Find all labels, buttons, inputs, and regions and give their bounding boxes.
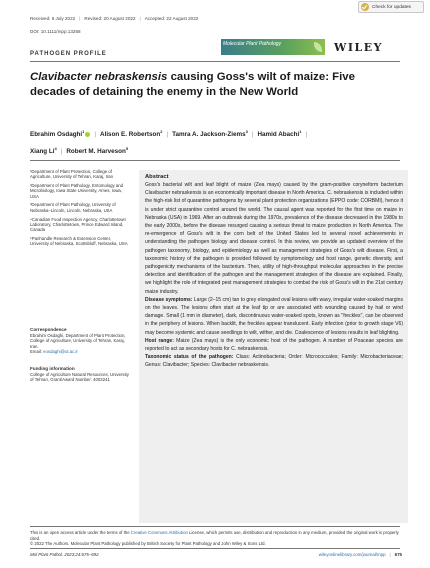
abstract-heading: Abstract bbox=[145, 174, 169, 180]
received-dates: Received: 6 July 2022 | Revised: 20 August 2022 | Accepted: 22 August 2022 bbox=[30, 16, 199, 21]
citation: Mol Plant Pathol. 2023;24:675–692. bbox=[30, 552, 100, 557]
author-name[interactable]: Xiang Li bbox=[30, 148, 55, 156]
correspondence-heading: Correspondence bbox=[30, 327, 67, 332]
affiliation: ²Department of Plant Pathology, Entomology and Microbiology, Iowa State University, Ames, Iowa, USA bbox=[30, 183, 124, 199]
funding-heading: Funding information bbox=[30, 366, 75, 371]
taxonomic-status: Taxonomic status of the pathogen: Class: Actinobacteria; Order: Micrococcales; Family: Microbacteriaceae; Genus: Clavibacter; Species: Clavibacter nebraskensis. bbox=[145, 354, 403, 369]
footer-divider bbox=[30, 526, 400, 527]
leaf-icon bbox=[314, 42, 322, 52]
author-divider bbox=[30, 160, 400, 161]
author-name[interactable]: Hamid Abachi bbox=[257, 131, 300, 139]
section-label: PATHOGEN PROFILE bbox=[30, 51, 107, 57]
email-link[interactable]: eosdaghi@ut.ac.ir bbox=[43, 348, 78, 354]
received-date: Received: 6 July 2022 bbox=[30, 16, 76, 21]
correspondence-text: Ebrahim Osdaghi, Department of Plant Protection, College of Agriculture, University of Tehran, Karaj, Iran. bbox=[30, 333, 126, 349]
copyright: © 2022 The Authors. Molecular Plant Pathology published by British Society for Plant Pathology and John Wiley & Sons Ltd. bbox=[30, 541, 266, 547]
abstract-box bbox=[139, 170, 408, 523]
journal-logo[interactable] bbox=[221, 39, 325, 55]
article-title bbox=[30, 70, 402, 100]
journal-url[interactable]: wileyonlinelibrary.com/journal/mpp bbox=[318, 552, 386, 557]
cc-license-link[interactable]: Creative Commons Attribution bbox=[130, 530, 188, 535]
check-for-updates-badge[interactable] bbox=[358, 1, 424, 13]
doi[interactable]: DOI: 10.1111/mpp.13268 bbox=[30, 29, 81, 34]
correspondence: Correspondence Ebrahim Osdaghi, Department of Plant Protection, College of Agriculture, University of Tehran, Karaj, Iran. Email: eosdaghi@ut.ac.ir bbox=[30, 327, 130, 354]
page-number: 675 bbox=[394, 552, 402, 557]
affiliation: ¹Department of Plant Protection, College of Agriculture, University of Tehran, Karaj, Iran bbox=[30, 169, 114, 180]
journal-name: Molecular Plant Pathology bbox=[223, 41, 282, 47]
affiliations bbox=[30, 169, 130, 250]
publisher-logo[interactable]: WILEY bbox=[334, 41, 383, 54]
funding-info bbox=[30, 366, 130, 383]
license-notice: This is an open access article under the terms of the Creative Commons Attribution License, which permits use, distribution and reproduction in any medium, provided the original work is properly cited. © 2022 The Authors. Molecular Plant Pathology published by British Society for Plant Pathology and John Wiley & Sons Ltd. bbox=[30, 530, 399, 547]
orcid-icon[interactable] bbox=[85, 132, 90, 137]
author-list: Ebrahim Osdaghi$^1$ | Alison E. Robertson$^2$ | Tamra A. Jackson-Ziems$^3$ | Hamid Abachi$^1$ | Xiang Li$^4$ | Robert M. Harveson$^5$ bbox=[30, 129, 308, 156]
accepted-date: Accepted: 22 August 2022 bbox=[144, 16, 199, 21]
affiliation: ³Department of Plant Pathology, University of Nebraska–Lincoln, Lincoln, Nebraska, USA bbox=[30, 202, 116, 213]
revised-date: Revised: 20 August 2022 bbox=[84, 16, 136, 21]
page-footer: Mol Plant Pathol. 2023;24:675–692. wileyonlinelibrary.com/journal/mpp | 675 bbox=[30, 552, 402, 557]
author-name[interactable]: Tamra A. Jackson-Ziems bbox=[172, 131, 246, 139]
header-divider bbox=[30, 61, 400, 62]
author-name[interactable]: Alison E. Robertson bbox=[100, 131, 161, 139]
check-updates-icon bbox=[361, 3, 369, 11]
disease-symptoms: Disease symptoms: Large (2–15 cm) tan to grey elongated oval lesions with wavy, irregular water-soaked margins on the leaves. The lesions often start at the leaf tip or are associated with wounding caused by hail or wind damage. Small (1 mm in diameter), dark, discontinuous water-soaked spots, known as "freckles", can be observed in the periphery of lesions. When backlit, the freckles appear translucent. Early infection (prior to growth stage V6) may become systemic and cause seedlings to wilt, wither, and die. Coalescence of lesions results in leaf blighting. bbox=[145, 296, 404, 336]
author-name[interactable]: Robert M. Harveson bbox=[66, 148, 126, 156]
author-name[interactable]: Ebrahim Osdaghi bbox=[30, 131, 83, 139]
funding-text: College of Agriculture Natural Resources, University of Tehran, Grant/Award Number: 4003241 bbox=[30, 372, 129, 383]
bottom-divider bbox=[30, 548, 400, 549]
affiliation: ⁵Panhandle Research & Extension Center, University of Nebraska, Scottsbluff, Nebraska, USA bbox=[30, 235, 128, 247]
host-range: Host range: Maize (Zea mays) is the only economic host of the pathogen. A number of Poaceae species are reported to act as secondary hosts for C. nebraskensis. bbox=[145, 337, 403, 353]
title-species: Clavibacter nebraskensis bbox=[30, 71, 168, 83]
check-updates-label: Check for updates bbox=[372, 4, 411, 10]
title-rest: causing Goss's wilt of maize: Five decades of detaining the enemy in the New World bbox=[30, 71, 355, 98]
abstract-body: Goss's bacterial wilt and leaf blight of maize (Zea mays) caused by the gram-positive coryneform bacterium Clavibacter nebraskensis is an economically important disease in North America. C. nebraskensis is included within the high-risk list of quarantine pathogens by several plant protection organizations (EPPO code: CORBMI), hence it is under strict quarantine control around the world. The causal agent was reported for the first time on maize in Nebraska (USA) in 1969. After an outbreak during the 1970s, prevalence of the disease decreased in the 1980s to the early 2000s, before the disease resurged causing a serious threat to maize production in North America. The re-emergence of Goss's wilt in the corn belt of the United States led to several novel achievements in understanding the pathogen biology and disease control. In this review, we provide an updated overview of the pathogen taxonomy, biology, and epidemiology as well as management strategies of Goss's wilt disease. First, a taxonomic history of the pathogen is provided followed by symptomology and host range, genetic diversity, and pathogenicity mechanisms of the bacterium. Then, utility of high-throughput molecular approaches in the precise detection and identification of the pathogen and the management strategies of the disease are explained. Finally, we highlight the role of integrated pest management strategies to combat the risk of Goss's wilt in the 21st century maize industry. bbox=[145, 182, 403, 295]
affiliation: ⁴Canadian Food Inspection Agency, Charlottetown Laboratory, Charlottetown, Prince Edward Island, Canada bbox=[30, 216, 126, 233]
